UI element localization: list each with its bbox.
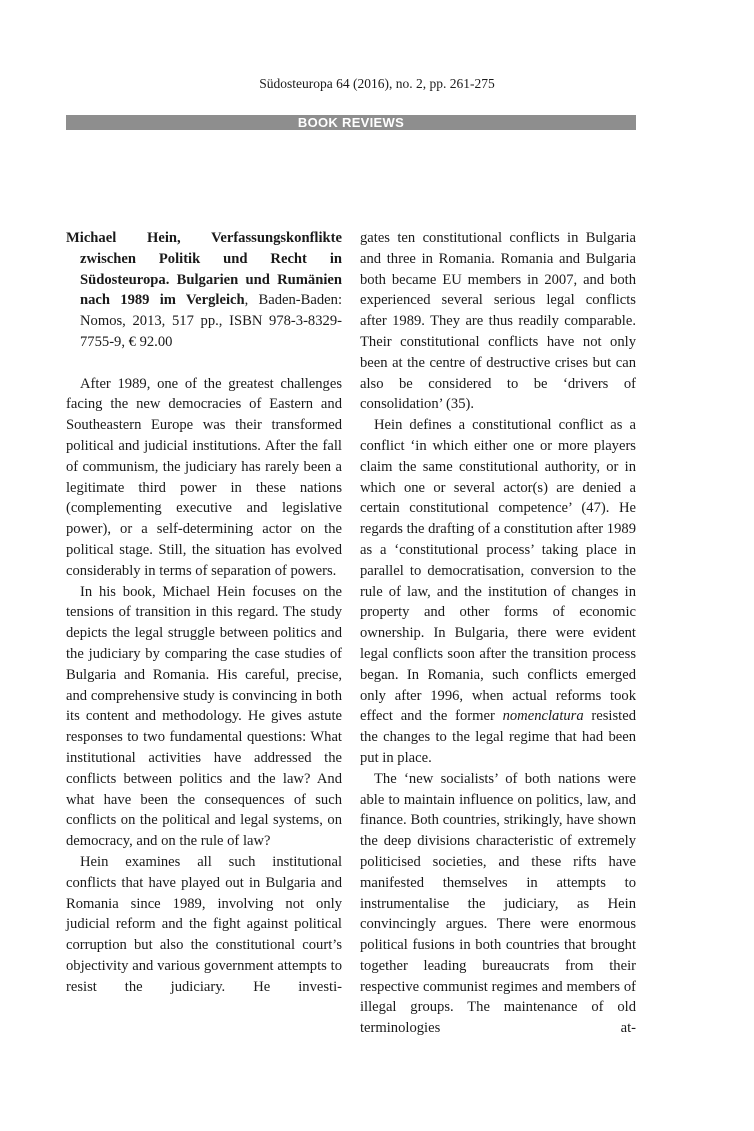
paragraph: The ‘new socialists’ of both nations were able to maintain influence on politics, law, and finance. Both countries, strikingly, have shown the deep divisions characteristic of extremely politicised societies, and these rifts have manifested themselves in attempts to instrumentalise the judiciary, as Hein convincingly argues. There were enormous political fusions in both countries that brought together leading bureaucrats from their respective communist regimes and members of illegal groups. The maintenance of old terminologies at- [360, 770, 636, 1037]
paragraph: gates ten constitutional conflicts in Bulgaria and three in Romania. Romania and Bulgaria both became EU members in 2007, and both experienced several serious legal conflicts after 1989. They are thus readily comparable. Their constitutional conflicts have not only been at the centre of destructive crises but can also be considered to be ‘drivers of consolidation’ (35). [360, 230, 636, 413]
paragraph-text: resisted the changes to the legal regime that had been put in place. [360, 708, 636, 766]
paragraph [360, 415, 636, 769]
book-citation [66, 228, 342, 353]
italic-term: nomenclatura [502, 708, 584, 725]
paragraph: Hein examines all such institutional conflicts that have played out in Bulgaria and Romania since 1989, involving not only judicial reform and the fight against political corruption but also the constitutional court’s objectivity and various government attempts to resist the judiciary. He investi- [66, 853, 342, 995]
left-column [66, 228, 342, 997]
paragraph: After 1989, one of the greatest challenges facing the new democracies of Eastern and Southeastern Europe was their transformed political and judicial institutions. After the fall of communism, the judiciary has rarely been a legitimate third power in these nations (complementing executive and legislative power), or a self-determining actor on the political stage. Still, the situation has evolved considerably in terms of separation of powers. [66, 375, 342, 579]
paragraph: In his book, Michael Hein focuses on the tensions of transition in this regard. The study depicts the legal struggle between politics and the judiciary by comparing the case studies of Bulgaria and Romania. His careful, precise, and comprehensive study is convincing in both its content and methodology. He gives astute responses to two fundamental questions: What institutional activities have addressed the conflicts between politics and the law? And what have been the consequences of such conflicts on the political and legal systems, on democracy, and on the rule of law? [66, 583, 342, 850]
citation-details: , Baden-Baden: Nomos, 2013, 517 pp., ISBN 978-3-8329-7755-9, € 92.00 [80, 292, 342, 350]
section-heading: BOOK REVIEWS [66, 115, 636, 130]
citation-title: Michael Hein, Verfassungskonflikte zwischen Politik und Recht in Südosteuropa. Bulgarien und Rumänien nach 1989 im Vergleich [66, 230, 342, 309]
paragraph-text: Hein defines a constitutional conflict as a conflict ‘in which either one or more players claim the same constitutional authority, or in which one or several actor(s) are denied a certain constitutional competence’ (47). He regards the drafting of a constitution after 1989 as a ‘constitutional process’ taking place in parallel to democratisation, conversion to the rule of law, and the institution of changes in property and other forms of economic ownership. In Bulgaria, there were evident legal conflicts soon after the transition process began. In Romania, such conflicts emerged only after 1996, when actual reforms took effect and the former [360, 417, 636, 725]
right-column [360, 228, 636, 1039]
running-head: Südosteuropa 64 (2016), no. 2, pp. 261-275 [259, 76, 495, 91]
